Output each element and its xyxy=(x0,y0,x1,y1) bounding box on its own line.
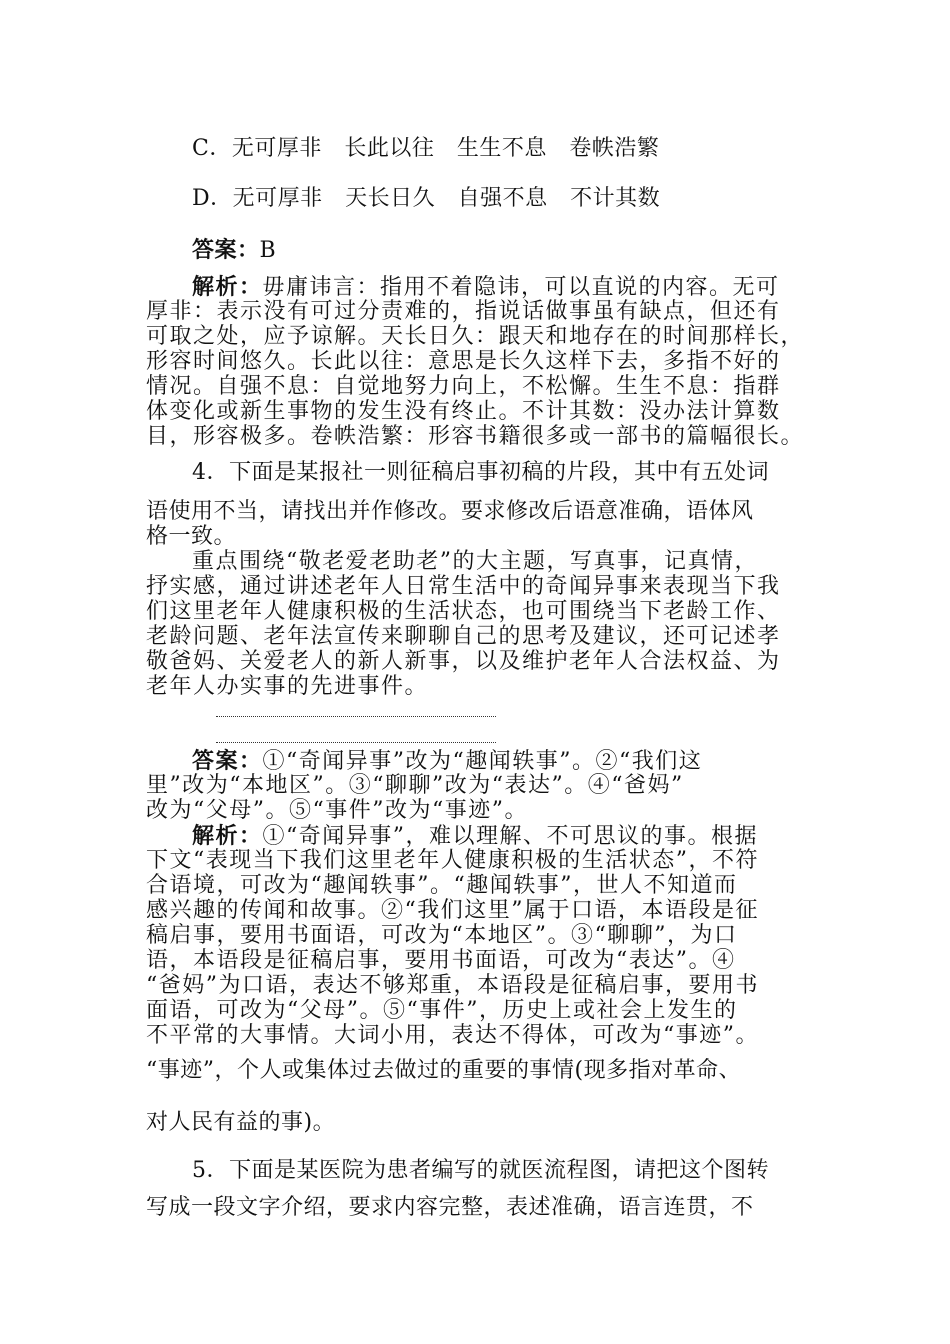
option-d xyxy=(192,186,660,212)
q3-analysis-line: 解析：毋庸讳言：指用不着隐讳，可以直说的内容。无可 xyxy=(192,274,780,300)
q4-analysis-line: “爸妈”为口语，表达不够郑重，本语段是征稿启事，要用书 xyxy=(146,973,759,998)
q3-answer-value: B xyxy=(259,238,277,263)
q4-passage-line: 抒实感，通过讲述老年人日常生活中的奇闻异事来表现当下我 xyxy=(146,574,781,599)
q4-answer-line: 里”改为“本地区”。③“聊聊”改为“表达”。④“爸妈” xyxy=(146,773,684,798)
q3-analysis-line: 厚非：表示没有可过分责难的，指说话做事虽有缺点，但还有 xyxy=(146,299,781,324)
q4-analysis-line: 解析：①“奇闻异事”，难以理解、不可思议的事。根据 xyxy=(192,823,759,849)
q3-analysis-line: 可取之处，应予谅解。天长日久：跟天和地存在的时间那样长， xyxy=(146,324,805,349)
q3-analysis-line: 形容时间悠久。长此以往：意思是长久这样下去，多指不好的 xyxy=(146,349,781,374)
q4-passage-line: 敬爸妈、关爱老人的新人新事，以及维护老年人合法权益、为 xyxy=(146,649,781,674)
option-c-words: 无可厚非 长此以往 生生不息 卷帙浩繁 xyxy=(231,136,660,161)
q4-question-line: 格一致。 xyxy=(146,524,237,549)
answer-blank-line xyxy=(216,742,496,743)
q4-analysis-line: 感兴趣的传闻和故事。②“我们这里”属于口语，本语段是征 xyxy=(146,898,759,923)
q4-analysis-line: 合语境，可改为“趣闻轶事”。“趣闻轶事”，世人不知道而 xyxy=(146,873,738,898)
q4-answer-label: 答案： xyxy=(192,748,263,774)
q5-question-line: 5．下面是某医院为患者编写的就医流程图，请把这个图转 xyxy=(192,1158,769,1183)
q4-answer-line: 改为“父母”。⑤“事件”改为“事迹”。 xyxy=(146,798,528,823)
q4-analysis-line: 对人民有益的事)。 xyxy=(146,1110,336,1135)
q4-question-line: 语使用不当，请找出并作修改。要求修改后语意准确，语体风 xyxy=(146,499,754,524)
q4-analysis-line: “事迹”，个人或集体过去做过的重要的事情(现多指对革命、 xyxy=(146,1058,742,1083)
option-d-label: D． xyxy=(192,186,233,211)
q4-analysis-line: 稿启事，要用书面语，可改为“本地区”。③“聊聊”，为口 xyxy=(146,923,738,948)
q3-analysis-line: 目，形容极多。卷帙浩繁：形容书籍很多或一部书的篇幅很长。 xyxy=(146,424,805,449)
q3-answer-label: 答案： xyxy=(192,237,260,263)
q3-analysis-line: 情况。自强不息：自觉地努力向上，不松懈。生生不息：指群 xyxy=(146,374,781,399)
q4-passage-line: 老龄问题、老年法宣传来聊聊自己的思考及建议，还可记述孝 xyxy=(146,624,781,649)
answer-blank-line xyxy=(216,716,496,717)
q4-analysis-line: 面语，可改为“父母”。⑤“事件”，历史上或社会上发生的 xyxy=(146,998,738,1023)
q3-analysis-label: 解析： xyxy=(192,274,263,300)
option-c-label: C． xyxy=(192,136,232,161)
option-d-words: 无可厚非 天长日久 自强不息 不计其数 xyxy=(232,186,661,211)
q4-analysis-label: 解析： xyxy=(192,823,263,849)
q4-question-line: 4．下面是某报社一则征稿启事初稿的片段，其中有五处词 xyxy=(192,460,769,485)
option-c xyxy=(192,136,659,162)
q4-passage-line: 们这里老年人健康积极的生活状态，也可围绕当下老龄工作、 xyxy=(146,599,781,624)
q3-answer xyxy=(192,237,276,264)
q5-question-line: 写成一段文字介绍，要求内容完整，表述准确，语言连贯，不 xyxy=(146,1195,754,1220)
q4-answer-line: 答案：①“奇闻异事”改为“趣闻轶事”。②“我们这 xyxy=(192,748,703,774)
q3-analysis-line: 体变化或新生事物的发生没有终止。不计其数：没办法计算数 xyxy=(146,399,781,424)
q4-passage-line: 重点围绕“敬老爱老助老”的大主题，写真事，记真情， xyxy=(192,549,758,574)
q4-analysis-line: 不平常的大事情。大词小用，表达不得体，可改为“事迹”。 xyxy=(146,1023,759,1048)
q4-passage-line: 老年人办实事的先进事件。 xyxy=(146,674,429,699)
q4-analysis-line: 下文“表现当下我们这里老年人健康积极的生活状态”，不符 xyxy=(146,848,759,873)
q4-analysis-line: 语，本语段是征稿启事，要用书面语，可改为“表达”。④ xyxy=(146,948,736,973)
